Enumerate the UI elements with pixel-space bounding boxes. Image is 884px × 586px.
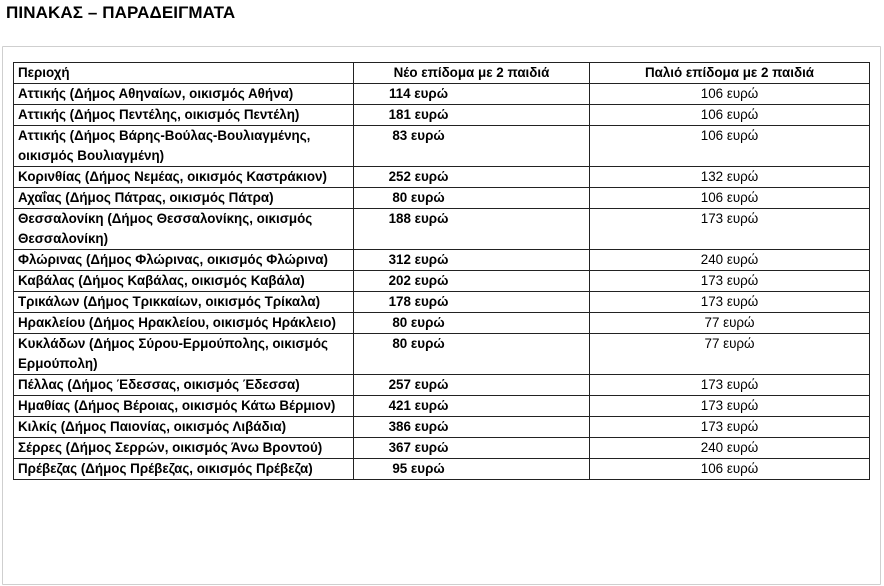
cell-old-benefit: 77 ευρώ xyxy=(590,334,870,375)
cell-old-benefit: 106 ευρώ xyxy=(590,126,870,167)
cell-new-benefit: 83 ευρώ xyxy=(354,126,590,167)
cell-new-benefit: 178 ευρώ xyxy=(354,292,590,313)
cell-new-benefit: 80 ευρώ xyxy=(354,334,590,375)
cell-old-benefit: 173 ευρώ xyxy=(590,375,870,396)
table-row xyxy=(14,84,870,105)
cell-new-benefit: 367 ευρώ xyxy=(354,438,590,459)
cell-region: Καβάλας (Δήμος Καβάλας, οικισμός Καβάλα) xyxy=(14,271,354,292)
table-row xyxy=(14,396,870,417)
cell-new-benefit: 386 ευρώ xyxy=(354,417,590,438)
cell-new-benefit: 95 ευρώ xyxy=(354,459,590,480)
table-row xyxy=(14,313,870,334)
cell-new-benefit: 181 ευρώ xyxy=(354,105,590,126)
cell-old-benefit: 106 ευρώ xyxy=(590,459,870,480)
cell-region: Φλώρινας (Δήμος Φλώρινας, οικισμός Φλώρινα) xyxy=(14,250,354,271)
table-header-row xyxy=(14,63,870,84)
table-row xyxy=(14,271,870,292)
cell-new-benefit: 421 ευρώ xyxy=(354,396,590,417)
cell-old-benefit: 173 ευρώ xyxy=(590,396,870,417)
cell-new-benefit: 80 ευρώ xyxy=(354,313,590,334)
cell-old-benefit: 173 ευρώ xyxy=(590,417,870,438)
header-new-benefit: Νέο επίδομα με 2 παιδιά xyxy=(354,63,590,84)
cell-old-benefit: 106 ευρώ xyxy=(590,84,870,105)
page-title: ΠΙΝΑΚΑΣ – ΠΑΡΑΔΕΙΓΜΑΤΑ xyxy=(6,3,236,22)
table-row xyxy=(14,292,870,313)
cell-region: Πρέβεζας (Δήμος Πρέβεζας, οικισμός Πρέβεζα) xyxy=(14,459,354,480)
cell-region: Κιλκίς (Δήμος Παιονίας, οικισμός Λιβάδια) xyxy=(14,417,354,438)
cell-old-benefit: 173 ευρώ xyxy=(590,271,870,292)
table-row xyxy=(14,188,870,209)
cell-old-benefit: 173 ευρώ xyxy=(590,292,870,313)
table-row xyxy=(14,459,870,480)
cell-region: Πέλλας (Δήμος Έδεσσας, οικισμός Έδεσσα) xyxy=(14,375,354,396)
table-row xyxy=(14,250,870,271)
cell-new-benefit: 114 ευρώ xyxy=(354,84,590,105)
table-container xyxy=(13,62,869,480)
table-row xyxy=(14,105,870,126)
cell-region: Θεσσαλονίκη (Δήμος Θεσσαλονίκης, οικισμός Θεσσαλονίκη) xyxy=(14,209,354,250)
cell-region: Ημαθίας (Δήμος Βέροιας, οικισμός Κάτω Βέρμιον) xyxy=(14,396,354,417)
cell-new-benefit: 188 ευρώ xyxy=(354,209,590,250)
table-row xyxy=(14,334,870,375)
cell-old-benefit: 106 ευρώ xyxy=(590,105,870,126)
cell-old-benefit: 132 ευρώ xyxy=(590,167,870,188)
cell-region: Τρικάλων (Δήμος Τρικκαίων, οικισμός Τρίκαλα) xyxy=(14,292,354,313)
cell-region: Αττικής (Δήμος Βάρης-Βούλας-Βουλιαγμένης, οικισμός Βουλιαγμένη) xyxy=(14,126,354,167)
table-row xyxy=(14,417,870,438)
benefits-table xyxy=(13,62,870,480)
cell-old-benefit: 240 ευρώ xyxy=(590,438,870,459)
cell-region: Ηρακλείου (Δήμος Ηρακλείου, οικισμός Ηράκλειο) xyxy=(14,313,354,334)
table-row xyxy=(14,126,870,167)
cell-new-benefit: 312 ευρώ xyxy=(354,250,590,271)
cell-region: Αχαΐας (Δήμος Πάτρας, οικισμός Πάτρα) xyxy=(14,188,354,209)
cell-region: Κυκλάδων (Δήμος Σύρου-Ερμούπολης, οικισμός Ερμούπολη) xyxy=(14,334,354,375)
cell-region: Κορινθίας (Δήμος Νεμέας, οικισμός Καστράκιον) xyxy=(14,167,354,188)
cell-old-benefit: 106 ευρώ xyxy=(590,188,870,209)
table-row xyxy=(14,375,870,396)
cell-new-benefit: 202 ευρώ xyxy=(354,271,590,292)
table-row xyxy=(14,438,870,459)
cell-old-benefit: 77 ευρώ xyxy=(590,313,870,334)
cell-old-benefit: 173 ευρώ xyxy=(590,209,870,250)
cell-region: Αττικής (Δήμος Πεντέλης, οικισμός Πεντέλη) xyxy=(14,105,354,126)
header-old-benefit: Παλιό επίδομα με 2 παιδιά xyxy=(590,63,870,84)
cell-region: Σέρρες (Δήμος Σερρών, οικισμός Άνω Βροντού) xyxy=(14,438,354,459)
cell-old-benefit: 240 ευρώ xyxy=(590,250,870,271)
cell-new-benefit: 252 ευρώ xyxy=(354,167,590,188)
table-row xyxy=(14,167,870,188)
cell-region: Αττικής (Δήμος Αθηναίων, οικισμός Αθήνα) xyxy=(14,84,354,105)
cell-new-benefit: 257 ευρώ xyxy=(354,375,590,396)
header-region: Περιοχή xyxy=(14,63,354,84)
table-row xyxy=(14,209,870,250)
cell-new-benefit: 80 ευρώ xyxy=(354,188,590,209)
